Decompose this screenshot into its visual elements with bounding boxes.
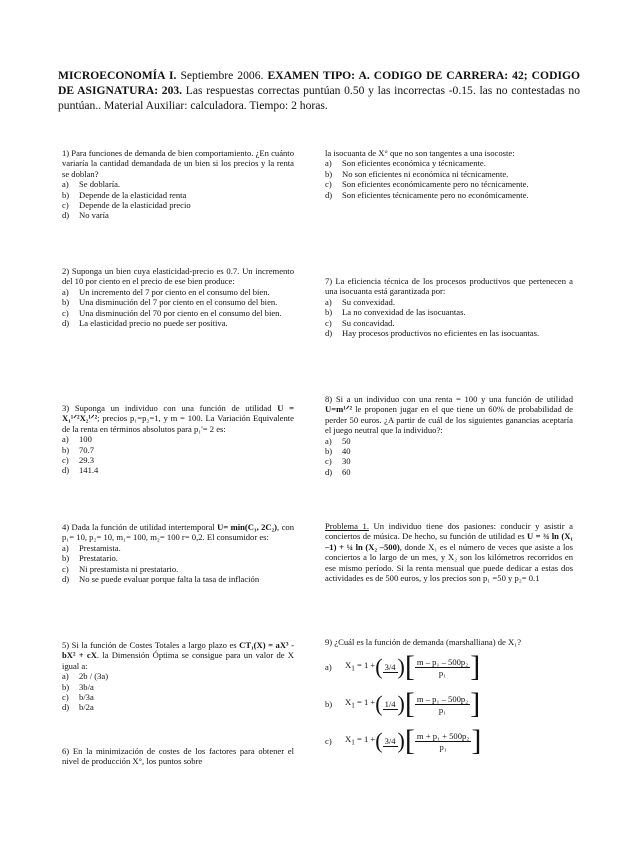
cost-formula: CT₁(X) = aX³ - bX² + cX xyxy=(62,640,294,661)
option-7c[interactable]: c) Su concavidad. xyxy=(325,317,395,328)
option-9a[interactable]: a) $X_1 = 1$ + ( 3/4 ) [ $\frac{\text{m – p₁ – 500p₂}}{\text{p₁}}$ ] xyxy=(325,650,481,684)
exam-code: EXAMEN TIPO: A. CODIGO DE CARRERA: 42; CODIGO DE ASIGNATURA: 203. xyxy=(58,69,580,97)
option-6c[interactable]: c) Son eficientes económicamente pero no técnicamente. xyxy=(325,179,529,190)
question-4-text: 4) Dada la función de utilidad intertemporal U= min(C₁, 2C₂), con p₁= 10, p₂= 10, m₁= 100, m₂= 100 r= 0,2. El consumidor es: xyxy=(62,522,294,543)
option-2a[interactable]: a) Un incremento del 7 por ciento en el consumo del bien. xyxy=(62,286,270,297)
question-6-options xyxy=(325,158,573,200)
question-3 xyxy=(62,403,294,476)
question-8 xyxy=(325,394,573,477)
question-5-options xyxy=(62,671,294,713)
option-1a[interactable]: a) Se doblaría. xyxy=(62,179,121,190)
question-1 xyxy=(62,148,294,221)
question-5-text: 5) Si la función de Costes Totales a largo plazo es CT₁(X) = aX³ - bX² + cX. la Dimensión Óptima se consigue para un valor de X igual a: xyxy=(62,640,295,671)
exam-instructions: Las respuestas correctas puntúan 0.50 y las incorrectas -0.15. las no contestadas no puntúan.. Material Auxiliar: calculadora. Tiempo: 2 horas. xyxy=(58,84,581,112)
option-1d[interactable]: d) No varía xyxy=(62,210,109,221)
option-8b[interactable]: b) 40 xyxy=(325,446,351,457)
question-6-continued xyxy=(325,148,573,200)
problem-1-title: Problema 1. xyxy=(325,521,369,531)
question-9 xyxy=(325,637,573,761)
option-3d[interactable]: d) 141.4 xyxy=(62,465,99,476)
question-3-text: 3) Suponga un individuo con una función de utilidad U = X₁¹ᐟ²X₂¹ᐟ²; precios p₁=p₂=1, y m = 100. La Variación Equivalente de la renta en términos absolutos para p₁'= 2 es: xyxy=(62,403,294,434)
course-title: MICROECONOMÍA I. xyxy=(58,69,177,82)
option-9b[interactable]: b) $X_1 = 1$ + ( 1/4 ) [ $\frac{\text{m – p₁ – 500p₂}}{\text{p₁}}$ ] xyxy=(325,687,481,721)
utility-formula: U = X₁¹ᐟ²X₂¹ᐟ² xyxy=(62,403,294,424)
question-9-text: 9) ¿Cuál es la función de demanda (marshalliana) de X₁? xyxy=(325,637,522,647)
question-6 xyxy=(62,746,294,767)
question-4 xyxy=(62,522,294,584)
option-3a[interactable]: a) 100 xyxy=(62,434,92,445)
option-7a[interactable]: a) Su convexidad. xyxy=(325,296,395,307)
question-1-text: 1) Para funciones de demanda de bien comportamiento. ¿En cuánto variaría la cantidad demandada de un bien si los precios y la renta se doblan? xyxy=(62,148,294,179)
option-8c[interactable]: c) 30 xyxy=(325,456,351,467)
question-6-text: 6) En la minimización de costes de los factores para obtener el nivel de producción X°, los puntos sobre xyxy=(62,746,294,767)
option-3c[interactable]: c) 29.3 xyxy=(62,455,95,466)
option-8a[interactable]: a) 50 xyxy=(325,435,351,446)
option-5b[interactable]: b) 3b/a xyxy=(62,681,94,692)
option-1b[interactable]: b) Depende de la elasticidad renta xyxy=(62,189,187,200)
question-6-continued-text: la isocuanta de X° que no son tangentes a una isocoste: xyxy=(325,148,515,158)
problem-utility-formula: U = ¾ ln (X₁ –1) + ¼ ln (X₂ –500) xyxy=(325,531,573,552)
intertemporal-utility-formula: U= min(C₁, 2C₂) xyxy=(217,522,278,532)
question-3-options xyxy=(62,434,294,476)
option-6a[interactable]: a) Son eficientes económica y técnicamente. xyxy=(325,158,486,169)
question-5 xyxy=(62,640,294,713)
option-8d[interactable]: d) 60 xyxy=(325,466,351,477)
money-utility-formula: U=m¹ᐟ² xyxy=(325,404,353,415)
question-1-options xyxy=(62,179,294,221)
option-3b[interactable]: b) 70.7 xyxy=(62,444,95,455)
option-1c[interactable]: c) Depende de la elasticidad precio xyxy=(62,200,191,211)
option-6d[interactable]: d) Son eficientes técnicamente pero no económicamente. xyxy=(325,189,529,200)
option-4c[interactable]: c) Ni prestamista ni prestatario. xyxy=(62,563,179,574)
option-5d[interactable]: d) b/2a xyxy=(62,702,94,713)
option-2c[interactable]: c) Una disminución del 70 por ciento en el consumo del bien. xyxy=(62,307,282,318)
question-2-options xyxy=(62,287,294,329)
problem-1 xyxy=(325,521,573,583)
exam-date: Septiembre 2006. xyxy=(180,69,264,82)
problem-1-text: Problema 1. Un individuo tiene dos pasiones: conducir y asistir a conciertos de música. De hecho, su función de utilidad es U = ¾ ln (X₁ –1) + ¼ ln (X₂ –500), donde X₁ es el número de veces que asiste a los conciertos a lo largo de un mes, y X₂ son los kilómetros recorridos en ese mismo período. Si la renta mensual que puede dedicar a estas dos actividades es de 500 euros, y los precios son p₁ =50 y p₂= 0.1 xyxy=(325,521,573,584)
option-5c[interactable]: c) b/3a xyxy=(62,692,94,703)
question-7-text: 7) La eficiencia técnica de los procesos productivos que pertenecen a una isocuanta está garantizada por: xyxy=(325,276,573,297)
option-6b[interactable]: b) No son eficientes ni económica ni técnicamente. xyxy=(325,168,509,179)
option-7d[interactable]: d) Hay procesos productivos no eficientes en las isocuantas. xyxy=(325,328,540,339)
option-4a[interactable]: a) Prestamista. xyxy=(62,542,121,553)
exam-header xyxy=(58,68,580,113)
question-8-text: 8) Si a un individuo con una renta = 100 y una función de utilidad U=m¹ᐟ² le proponen jugar en el que tiene un 60% de probabilidad de perder 50 euros. ¿A partir de cuál de los siguientes ganancias aceptaría el juego neutral que la individuo?: xyxy=(325,394,573,436)
option-2d[interactable]: d) La elasticidad precio no puede ser positiva. xyxy=(62,318,228,329)
question-2 xyxy=(62,266,294,328)
question-7 xyxy=(325,276,573,338)
question-7-options xyxy=(325,297,573,339)
question-4-options xyxy=(62,543,294,585)
question-8-options xyxy=(325,436,573,478)
option-2b[interactable]: b) Una disminución del 7 por ciento en el consumo del bien. xyxy=(62,297,278,308)
option-4b[interactable]: b) Prestatario. xyxy=(62,553,118,564)
option-9c[interactable]: c) $X_1 = 1$ + ( 3/4 ) [ $\frac{\text{m + p₁ + 500p₂}}{\text{p₁}}$ ] xyxy=(325,724,482,758)
option-4d[interactable]: d) No se puede evaluar porque falta la tasa de inflación xyxy=(62,574,260,585)
question-2-text: 2) Suponga un bien cuya elasticidad-precio es 0.7. Un incremento del 10 por ciento en el precio de ese bien produce: xyxy=(62,266,294,287)
option-7b[interactable]: b) La no convexidad de las isocuantas. xyxy=(325,307,466,318)
option-5a[interactable]: a) 2b / (3a) xyxy=(62,671,109,682)
